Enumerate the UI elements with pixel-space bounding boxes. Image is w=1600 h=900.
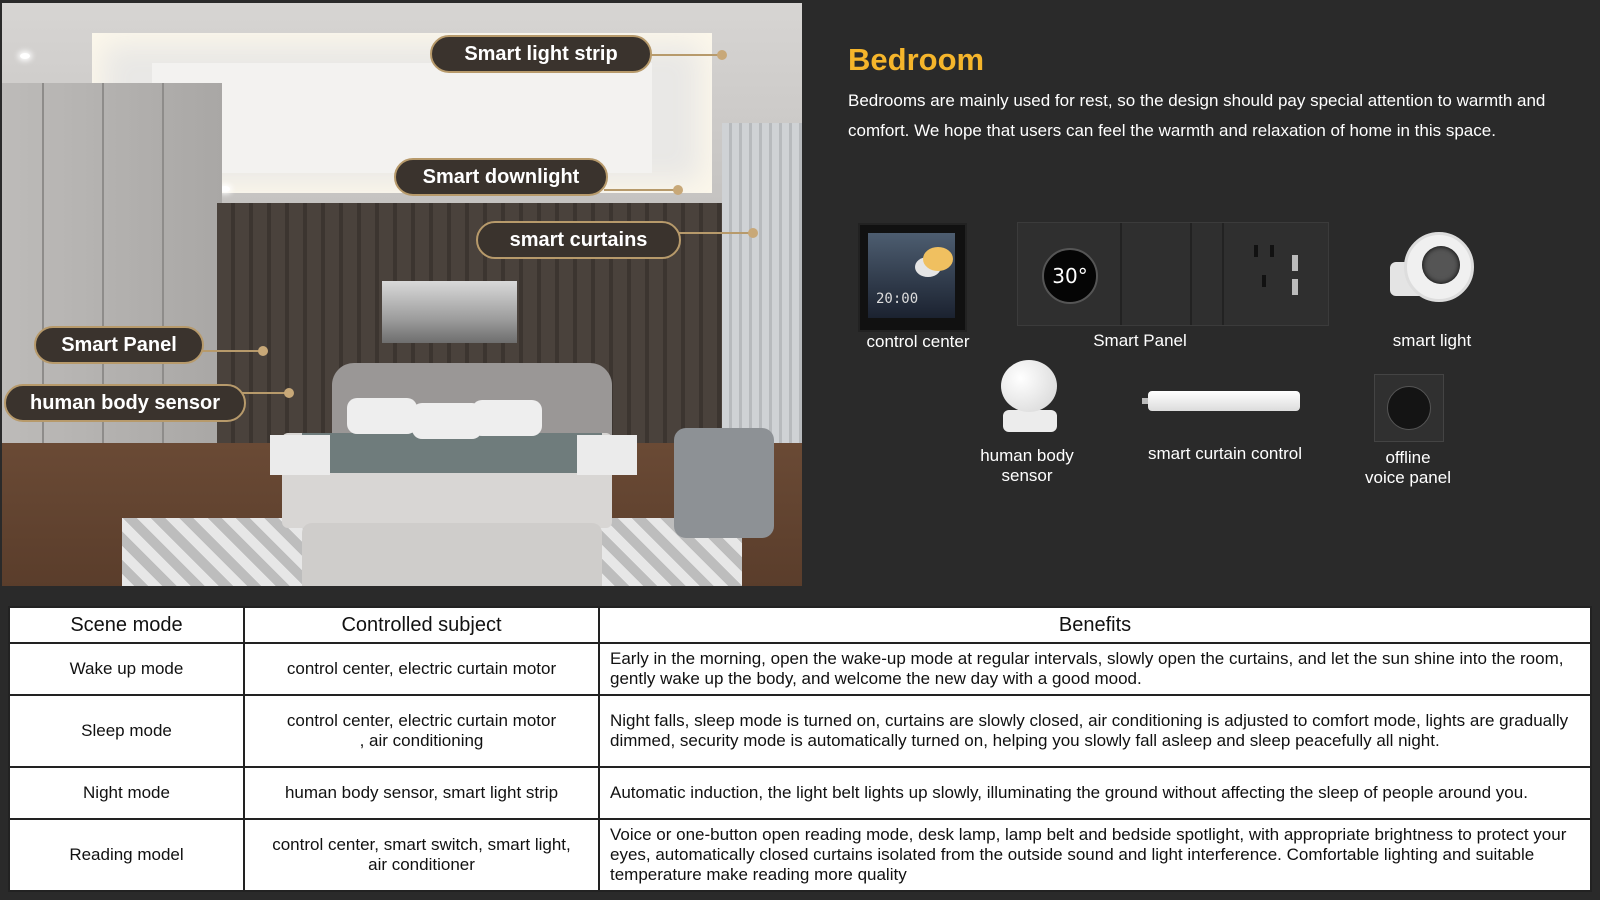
usb-port-icon: [1292, 255, 1298, 271]
scene-mode-cell: Wake up mode: [9, 643, 244, 695]
controlled-subject-cell: human body sensor, smart light strip: [244, 767, 599, 819]
pillow: [472, 400, 542, 436]
benefits-cell: Automatic induction, the light belt lights up slowly, illuminating the ground without affecting the sleep of people around you.: [599, 767, 1591, 819]
human-body-sensor-label: human body sensor: [980, 446, 1074, 485]
table-row: [9, 695, 1591, 767]
control-center-label: control center: [866, 332, 970, 351]
controlled-subject-cell: control center, smart switch, smart light, air conditioner: [244, 819, 599, 891]
weather-icon: [923, 247, 953, 271]
header-controlled-subject: Controlled subject: [244, 607, 599, 643]
page-title: Bedroom: [848, 42, 985, 77]
callout-leader: [677, 232, 751, 234]
downlight-icon: [20, 53, 30, 59]
callout-human-body-sensor: human body sensor: [4, 384, 246, 422]
control-center-screen: [868, 233, 955, 318]
smart-light-device: [1390, 232, 1474, 300]
callout-leader: [650, 54, 722, 56]
callout-smart-light-strip: Smart light strip: [430, 35, 652, 73]
bed-bench: [302, 523, 602, 586]
smart-panel-device: [1017, 222, 1329, 326]
wall-painting: [382, 281, 517, 343]
socket-hole: [1270, 245, 1274, 257]
table-header-row: [9, 607, 1591, 643]
callout-smart-curtains: smart curtains: [476, 221, 681, 259]
human-body-sensor-device: [999, 360, 1061, 432]
table-row: [9, 643, 1591, 695]
benefits-cell: Voice or one-button open reading mode, desk lamp, lamp belt and bedside spotlight, with appropriate brightness to protect your eyes, automatically closed curtains isolated from the outside sound and light interference. Comfortable lighting and suitable temperature make reading more quality: [599, 819, 1591, 891]
nightstand: [577, 435, 637, 475]
page-description: Bedrooms are mainly used for rest, so the design should pay special attention to warmth and comfort. We hope that users can feel the warmth and relaxation of home in this space.: [848, 91, 1546, 140]
callout-dot: [673, 185, 683, 195]
lounge-chair: [674, 428, 774, 538]
offline-voice-panel-label: offline voice panel: [1364, 448, 1451, 487]
scene-mode-table: [8, 606, 1592, 892]
ceiling-center: [152, 63, 652, 173]
benefits-cell: Night falls, sleep mode is turned on, curtains are slowly closed, air conditioning is adjusted to comfort mode, lights are gradually dimmed, security mode is automatically turned on, helping you slowly fall asleep and sleep peacefully all night.: [599, 695, 1591, 767]
benefits-cell: Early in the morning, open the wake-up mode at regular intervals, slowly open the curtains, and let the sun shine into the room, gently wake up the body, and welcome the new day with a good mood.: [599, 643, 1591, 695]
socket-hole: [1254, 245, 1258, 257]
callout-leader: [242, 392, 288, 394]
pillow: [347, 398, 417, 434]
blanket: [302, 433, 602, 473]
callout-leader: [604, 189, 676, 191]
header-benefits: Benefits: [599, 607, 1591, 643]
controlled-subject-cell: control center, electric curtain motor , air conditioning: [244, 695, 599, 767]
callout-dot: [748, 228, 758, 238]
table-row: [9, 819, 1591, 891]
control-center-device: [858, 223, 967, 332]
scene-mode-cell: Reading model: [9, 819, 244, 891]
light-lens-icon: [1422, 246, 1460, 284]
callout-dot: [258, 346, 268, 356]
sensor-dome-icon: [1001, 360, 1057, 412]
scene-mode-cell: Night mode: [9, 767, 244, 819]
usb-port-icon: [1292, 279, 1298, 295]
header-scene-mode: Scene mode: [9, 607, 244, 643]
thermostat-dial: 30°: [1042, 248, 1098, 304]
smart-curtain-control-device: [1148, 391, 1300, 411]
smart-curtain-control-label: smart curtain control: [1148, 444, 1302, 463]
bedroom-illustration: [2, 3, 802, 586]
callout-smart-panel: Smart Panel: [34, 326, 204, 364]
socket-hole: [1262, 275, 1266, 287]
nightstand: [270, 435, 330, 475]
callout-dot: [284, 388, 294, 398]
table-row: [9, 767, 1591, 819]
control-center-time: 20:00: [876, 291, 919, 307]
voice-knob-icon: [1387, 386, 1431, 430]
controlled-subject-cell: control center, electric curtain motor: [244, 643, 599, 695]
callout-smart-downlight: Smart downlight: [394, 158, 608, 196]
scene-mode-cell: Sleep mode: [9, 695, 244, 767]
callout-dot: [717, 50, 727, 60]
smart-light-label: smart light: [1392, 331, 1472, 350]
callout-leader: [200, 350, 262, 352]
smart-panel-label: Smart Panel: [1093, 331, 1187, 350]
offline-voice-panel-device: [1374, 374, 1444, 442]
